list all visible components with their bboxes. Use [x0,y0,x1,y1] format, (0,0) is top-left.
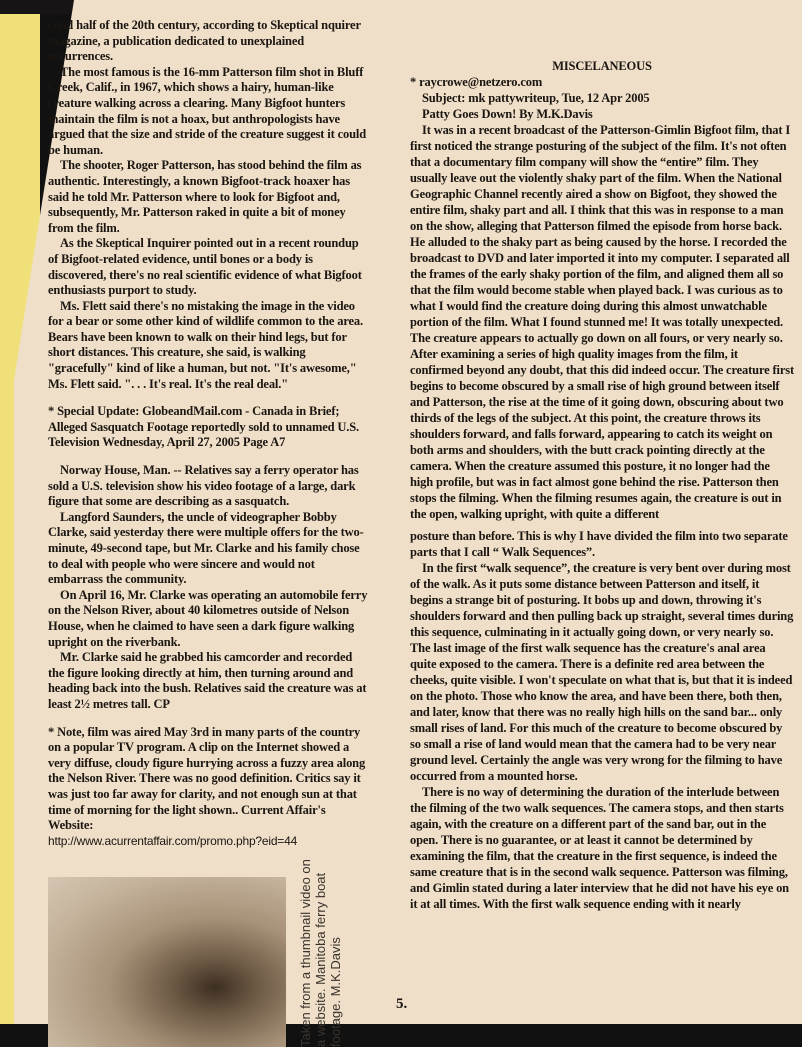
paragraph: posture than before. This is why I have divided the film into two separate parts that I call “ Walk Sequences”. [410,529,788,559]
paragraph: The most famous is the 16-mm Patterson film shot in Bluff Creek, Calif., in 1967, which shows a hairy, human-like creature walking across a clearing. Many Bigfoot hunters maintain the film is not a hoax, but anthropologists have argued that the size and stride of the creature suggest it could be human. [48,64,367,157]
figure [48,857,370,1047]
paragraph: cond half of the 20th century, according to Skeptical nquirer magazine, a publication dedicated to unexplained occurrences. [48,18,361,64]
paragraph: It was in a recent broadcast of the Patterson-Gimlin Bigfoot film, that I first noticed the strange posturing of the subject of the film. It's not often that a documentary film company will show the “entire” film. They usually leave out the violently shaky part of the film. When the National Geographic Channel recently aired a show on Bigfoot, they showed the entire film, shaky part and all. I think that this was in response to a man on the show, alleging that Patterson filmed the episode from horse back. He alluded to the shaky part as being caused by the horse. I recorded the broadcast to DVD and later imported it into my computer. I separated all the frames of the early shaky portion of the film, and aligned them all so that the film would become stable when played back. I was curious as to what I would find the creature doing during this almost unwatchable portion of the film. What I found stunned me! It was totally unexpected. The creature appears to actually go down on all fours, or very nearly so. After examining a series of high quality images from the film, it confirmed beyond any doubt, that this did indeed occur. The creature first begins to become obscured by a small rise of high ground between itself and Patterson, the rise at the time of it going down, obscuring about two thirds of the legs of the subject. At this point, the creature throws its shoulders forward, and falls forward, appearing to catch its weight on both arms and shoulders, with the butt crack pointing directly at the camera. When the creature assumed this posture, it no longer had the high profile, but was in fact almost gone behind the rise. Patterson then stops the filming. When the filming resumes again, the creature is out in the open, walking upright, with quite a different [410,123,794,521]
special-update: * Special Update: GlobeandMail.com - Canada in Brief; Alleged Sasquatch Footage reportedly sold to unnamed U.S. Television Wednesday, April 27, 2005 Page A7 [48,404,360,450]
paragraph: There is no way of determining the duration of the interlude between the filming of the two walk sequences. The camera stops, and then starts again, with the creature on a different part of the sand bar, out in the open. There is no guarantee, or at least it cannot be determined by examining the film, that the creature in the first sequence, is indeed the same creature that is in the second walk sequence. Patterson was filming, and Gimlin stated during a later interview that he did not have his eye on it at all times. With the first walk sequence ending with it nearly [410,785,789,911]
subject-line: Subject: mk pattywriteup, Tue, 12 Apr 2005 [422,91,650,105]
paragraph: Mr. Clarke said he grabbed his camcorder and recorded the figure looking directly at him, then turning around and heading back into the bush. Relatives said the creature was at least 2½ metres tall. CP [48,650,367,711]
paragraph: Ms. Flett said there's no mistaking the image in the video for a bear or some other kind of wildlife common to the area. Bears have been known to walk on their hind legs, but for short distances. This creature, she said, is walking "gracefully" kind of like a human, but not. "It's awesome," Ms. Flett said. ". . . It's real. It's the real deal." [48,298,364,391]
website-link[interactable]: http://www.acurrentaffair.com/promo.php?eid=44 [48,833,298,848]
video-thumbnail-photo [48,877,286,1047]
left-column [48,18,370,1047]
paragraph: The shooter, Roger Patterson, has stood behind the film as authentic. Interestingly, a known Bigfoot-track hoaxer has said he told Mr. Patterson where to look for Bigfoot and, subsequently, Mr. Patterson raked in quite a bit of money from the film. [48,158,362,235]
page-number: 5. [396,996,408,1012]
article-title: Patty Goes Down! By M.K.Davis [422,107,593,121]
paragraph: In the first “walk sequence”, the creature is very bent over during most of the walk. As it puts some distance between Patterson and itself, it begins a strange bit of posturing. It bobs up and down, throwing it's shoulders forward and then pulling back up straight, several times during this sequence, culminating in it actually going down, or very nearly so. The last image of the first walk sequence has the creature's anal area quite exposed to the camera. There is a definite red area between the cheeks, quite visible. I won't speculate on what that is, but that it is indeed on the photo. Those who know the area, and have been there, both then, and later, know that there was no really high hills on the sand bar... only small rises of land. For this much of the creature to become obscured by so small a rise of land would mean that the camera had to be very near ground level. Certainly the angle was very wrong for the filming to have occurred from a mounted horse. [410,561,794,783]
right-column [410,58,794,912]
paragraph: Langford Saunders, the uncle of videographer Bobby Clarke, said yesterday there were multiple offers for the two-minute, 49-second tape, but Mr. Clarke and his family chose to deal with people who were sincere and would not embarrass the community. [48,509,364,587]
paragraph: Norway House, Man. -- Relatives say a ferry operator has sold a U.S. television show his video footage of a large, dark figure that some are describing as a sasquatch. [48,463,359,509]
paragraph: On April 16, Mr. Clarke was operating an automobile ferry on the Nelson River, about 40 kilometres outside of Nelson House, when he claimed to have seen a dark figure walking upright on the riverbank. [48,587,368,649]
note: * Note, film was aired May 3rd in many parts of the country on a popular TV program. A clip on the Internet showed a very diffuse, cloudy figure hurrying across a fuzzy area along the Nelson River. There was no good definition. Critics say it was just too far away for clarity, and not enough sun at that time of morning for the light shown.. Current Affair's Website: [48,724,366,833]
paragraph: As the Skeptical Inquirer pointed out in a recent roundup of Bigfoot-related evidence, until bones or a body is discovered, there's no real scientific evidence of what Bigfoot enthusiasts purport to study. [48,236,362,298]
photo-caption: Taken from a thumbnail video on a website. Manitoba ferry boat footage. M.K.Davis [298,859,343,1047]
section-heading: MISCELANEOUS [552,59,652,73]
email: * raycrowe@netzero.com [410,75,543,89]
